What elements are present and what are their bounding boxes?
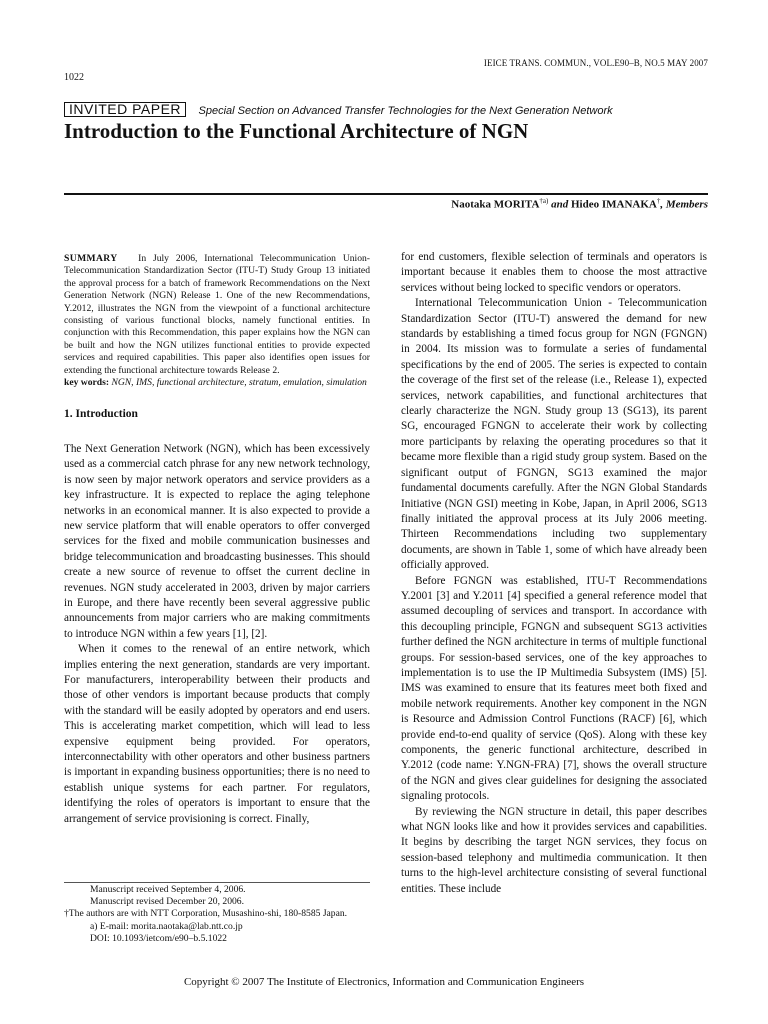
journal-citation: IEICE TRANS. COMMUN., VOL.E90–B, NO.5 MAY 2007 xyxy=(483,58,708,68)
author-1-mark: †a) xyxy=(539,197,549,205)
footnote-received: Manuscript received September 4, 2006. xyxy=(90,884,246,895)
summary-heading: SUMMARY xyxy=(64,253,118,264)
footnote-email: a) E-mail: morita.naotaka@lab.ntt.co.jp xyxy=(90,920,243,932)
paragraph: for end customers, flexible selection of terminals and operators is important because it enables them to choose the most attractive services without being locked to specific vendors or operators. xyxy=(401,251,707,294)
footnote-revised: Manuscript revised December 20, 2006. xyxy=(90,896,244,908)
paragraph: Before FGNGN was established, ITU-T Recommendations Y.2001 [3] and Y.2011 [4] specified a general reference model that assumed decoupling of services and transport. In accordance with this decoupling principle, FGNGN and subsequent SG13 activities further defined the NGN architecture in terms of multiple functional groups. For session-based services, one of the key approaches to implementation is to use the IP Multimedia Subsystem (IMS) [5]. IMS was examined to ensure that its features meet both fixed and mobile network requirements. Another key component in the NGN is Resource and Admission Control Functions (RACF) [6], which provide end-to-end quality of service (QoS). Along with these key components, the generic functional architecture, described in Y.2012 (code name: Y.NGN-FRA) [7], shows the overall structure of the NGN and gives clear guidelines for designing the associated signaling protocols. xyxy=(401,574,707,803)
section-heading: 1. Introduction xyxy=(64,408,138,421)
summary xyxy=(64,253,370,377)
keywords-label: key words: xyxy=(64,377,110,389)
paragraph: By reviewing the NGN structure in detail, this paper describes what NGN looks like and how it provides services and capabilities. It begins by describing the target NGN services, they focus on session-based telephony and multimedia communication. It then turns to the high-level architecture consisting of several functional entities. These include xyxy=(401,805,707,895)
invited-paper-banner xyxy=(64,101,708,117)
summary-text: In July 2006, International Telecommunication Union-Telecommunication Standardization Sector (ITU-T) Study Group 13 initiated the approval process for a batch of framework Recommendations on the Next Generation Network (NGN) Release 1. One of the new Recommendations, Y.2012, illustrates the NGN from the viewpoint of a functional architecture consisting of various functional blocks, namely functional entities. In conjunction with this Recommendation, this paper explains how the NGN can be built and how the NGN utilizes functional entities to provide expected services and required capabilities. This paper also identifies open issues for extending the functional architecture towards Release 2. xyxy=(64,253,370,376)
author-conjunction: and xyxy=(551,198,569,211)
footnote-doi: DOI: 10.1093/ietcom/e90–b.5.1022 xyxy=(90,932,227,944)
author-2: Hideo IMANAKA xyxy=(570,198,657,211)
author-membership: , Members xyxy=(660,198,708,211)
invited-paper-label: INVITED PAPER xyxy=(64,102,186,117)
author-1: Naotaka MORITA xyxy=(451,198,540,211)
author-line xyxy=(451,197,708,211)
author-2-mark: † xyxy=(656,197,661,205)
right-column xyxy=(401,250,707,897)
footnotes xyxy=(64,884,370,945)
paper-title: Introduction to the Functional Architecture of NGN xyxy=(64,119,529,143)
paragraph: When it comes to the renewal of an entire network, which implies entering the next generation, standards are very important. For manufacturers, interoperability between their products and those of other vendors is important because products that comply with the standard will be easily adopted by operators and end users. This is accelerating market competition, which will lead to less expensive equipment being provided. For operators, interconnectability with other operators and other business partners is important in expanding business opportunities; there is no need to establish unique systems for each partner. For regulators, identifying the roles of operators is important to ensure that the arrangement of service provisioning is correct. Finally, xyxy=(64,643,370,825)
page-number: 1022 xyxy=(64,72,84,83)
special-section-name: Special Section on Advanced Transfer Technologies for the Next Generation Network xyxy=(198,105,613,117)
paragraph: International Telecommunication Union - Telecommunication Standardization Sector (ITU-T) answered the demand for new standards by establishing a timed focus group for NGN (FGNGN) in 2004. Its mission was to formulate a series of fundamental specifications by the end of 2005. The series is expected to contain the coverage of the first set of the release (i.e., Release 1), expected services, network capabilities, and functional architectures that clearly characterize the NGN. Study group 13 (SG13), its parent SG, encouraged FGNGN to accelerate their work by collecting more participants by relaxing the operating procedures so that it became more flexible than a rigid study group system. Based on the significant output of FGNGN, SG13 examined the major fundamental documents carefully. After the NGN Global Standards Initiative (NGN GSI) meeting in Kobe, Japan, in April 2006, SG13 finally initiated the approval process at its July 2006 meeting. Thirteen Recommendations including two supplementary documents, are shown in Table 1, some of which have already been officially approved. xyxy=(401,297,707,572)
running-header xyxy=(64,58,708,84)
left-column xyxy=(64,253,370,827)
copyright-notice: Copyright © 2007 The Institute of Electronics, Information and Communication Engineers xyxy=(183,976,585,988)
footnote-affiliation: †The authors are with NTT Corporation, Musashino-shi, 180-8585 Japan. xyxy=(64,908,348,920)
paragraph: The Next Generation Network (NGN), which has been excessively used as a commercial catch phrase for any new network technology, is now seen by major network operators and service providers as a key infrastructure. It is expected to replace the aging telephone networks in an economical manner. It is also expected to provide a new service platform that will enable operators to offer converged services for the fixed and mobile communication businesses and bridge telecommunication and broadcasting businesses. This should create a new source of revenue to offset the current decline in revenues. NGN study accelerated in 2003, driven by major carriers in Europe, and there have recently been several aggressive public announcements from major carriers who are making commitments to introduce NGN within a few years [1], [2]. xyxy=(64,442,370,640)
keywords-text: NGN, IMS, functional architecture, stratum, emulation, simulation xyxy=(111,377,367,389)
title-rule xyxy=(64,193,708,195)
keywords xyxy=(64,377,370,389)
footnote-rule xyxy=(64,882,370,883)
